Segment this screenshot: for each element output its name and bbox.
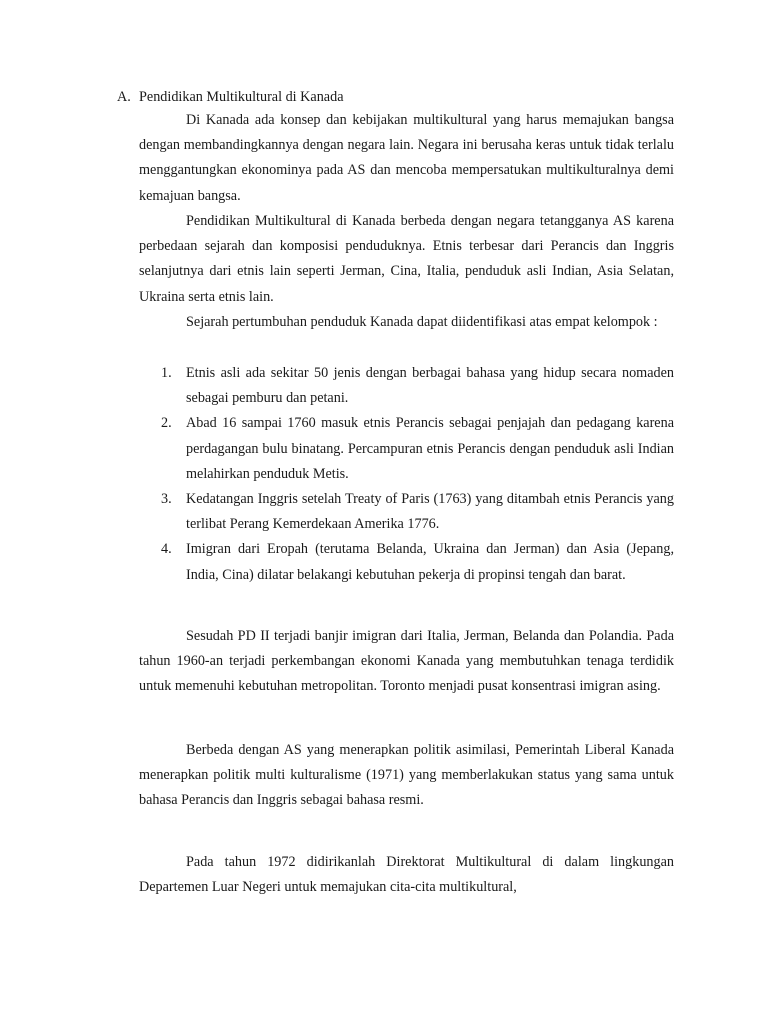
list-item-text: Kedatangan Inggris setelah Treaty of Paris (1763) yang ditambah etnis Perancis yang terlibat Perang Kemerdekaan Amerika 1776. xyxy=(186,491,674,533)
section-heading xyxy=(117,87,344,107)
paragraph-3: Sejarah pertumbuhan penduduk Kanada dapat diidentifikasi atas empat kelompok : xyxy=(186,314,658,330)
list-item-number: 2. xyxy=(161,415,172,432)
list-item xyxy=(139,361,674,411)
paragraph-4: Sesudah PD II terjadi banjir imigran dari Italia, Jerman, Belanda dan Polandia. Pada tahun 1960-an terjadi perkembangan ekonomi Kanada yang membutuhkan tenaga terdidik untuk memenuhi kebutuhan metropolitan. Toronto menjadi pusat konsentrasi imigran asing. xyxy=(139,628,674,695)
list-item xyxy=(139,487,674,537)
list-item xyxy=(139,537,674,587)
list-item-number: 1. xyxy=(161,365,172,381)
history-list xyxy=(139,361,674,588)
list-item-text: Abad 16 sampai 1760 masuk etnis Perancis sebagai penjajah dan pedagang karena perdagangan bulu binatang. Percampuran etnis Perancis dengan penduduk asli Indian melahirkan penduduk Metis. xyxy=(186,415,674,482)
paragraph-6: Pada tahun 1972 didirikanlah Direktorat Multikultural di dalam lingkungan Departemen Luar Negeri untuk memajukan cita-cita multikultural, xyxy=(139,854,674,896)
section-title: Pendidikan Multikultural di Kanada xyxy=(139,89,344,105)
paragraph-1: Di Kanada ada konsep dan kebijakan multikultural yang harus memajukan bangsa dengan membandingkannya dengan negara lain. Negara ini berusaha keras untuk tidak terlalu menggantungkan ekonominya pada AS dan mencoba mempersatukan multikulturalnya demi kemajuan bangsa. xyxy=(139,112,674,204)
list-item-number: 3. xyxy=(161,491,172,508)
list-item-text: Etnis asli ada sekitar 50 jenis dengan berbagai bahasa yang hidup secara nomaden sebagai pemburu dan petani. xyxy=(186,365,674,407)
paragraph-2: Pendidikan Multikultural di Kanada berbeda dengan negara tetangganya AS karena perbedaan sejarah dan komposisi penduduknya. Etnis terbesar dari Perancis dan Inggris selanjutnya dari etnis lain seperti Jerman, Cina, Italia, penduduk asli Indian, Asia Selatan, Ukraina serta etnis lain. xyxy=(139,213,674,305)
section-marker: A. xyxy=(117,89,131,105)
paragraph-5: Berbeda dengan AS yang menerapkan politik asimilasi, Pemerintah Liberal Kanada menerapkan politik multi kulturalisme (1971) yang memberlakukan status yang sama untuk bahasa Perancis dan Inggris sebagai bahasa resmi. xyxy=(139,742,674,809)
list-item xyxy=(139,411,674,487)
list-item-number: 4. xyxy=(161,541,172,558)
list-item-text: Imigran dari Eropah (terutama Belanda, Ukraina dan Jerman) dan Asia (Jepang, India, Cina) dilatar belakangi kebutuhan pekerja di propinsi tengah dan barat. xyxy=(186,541,674,583)
